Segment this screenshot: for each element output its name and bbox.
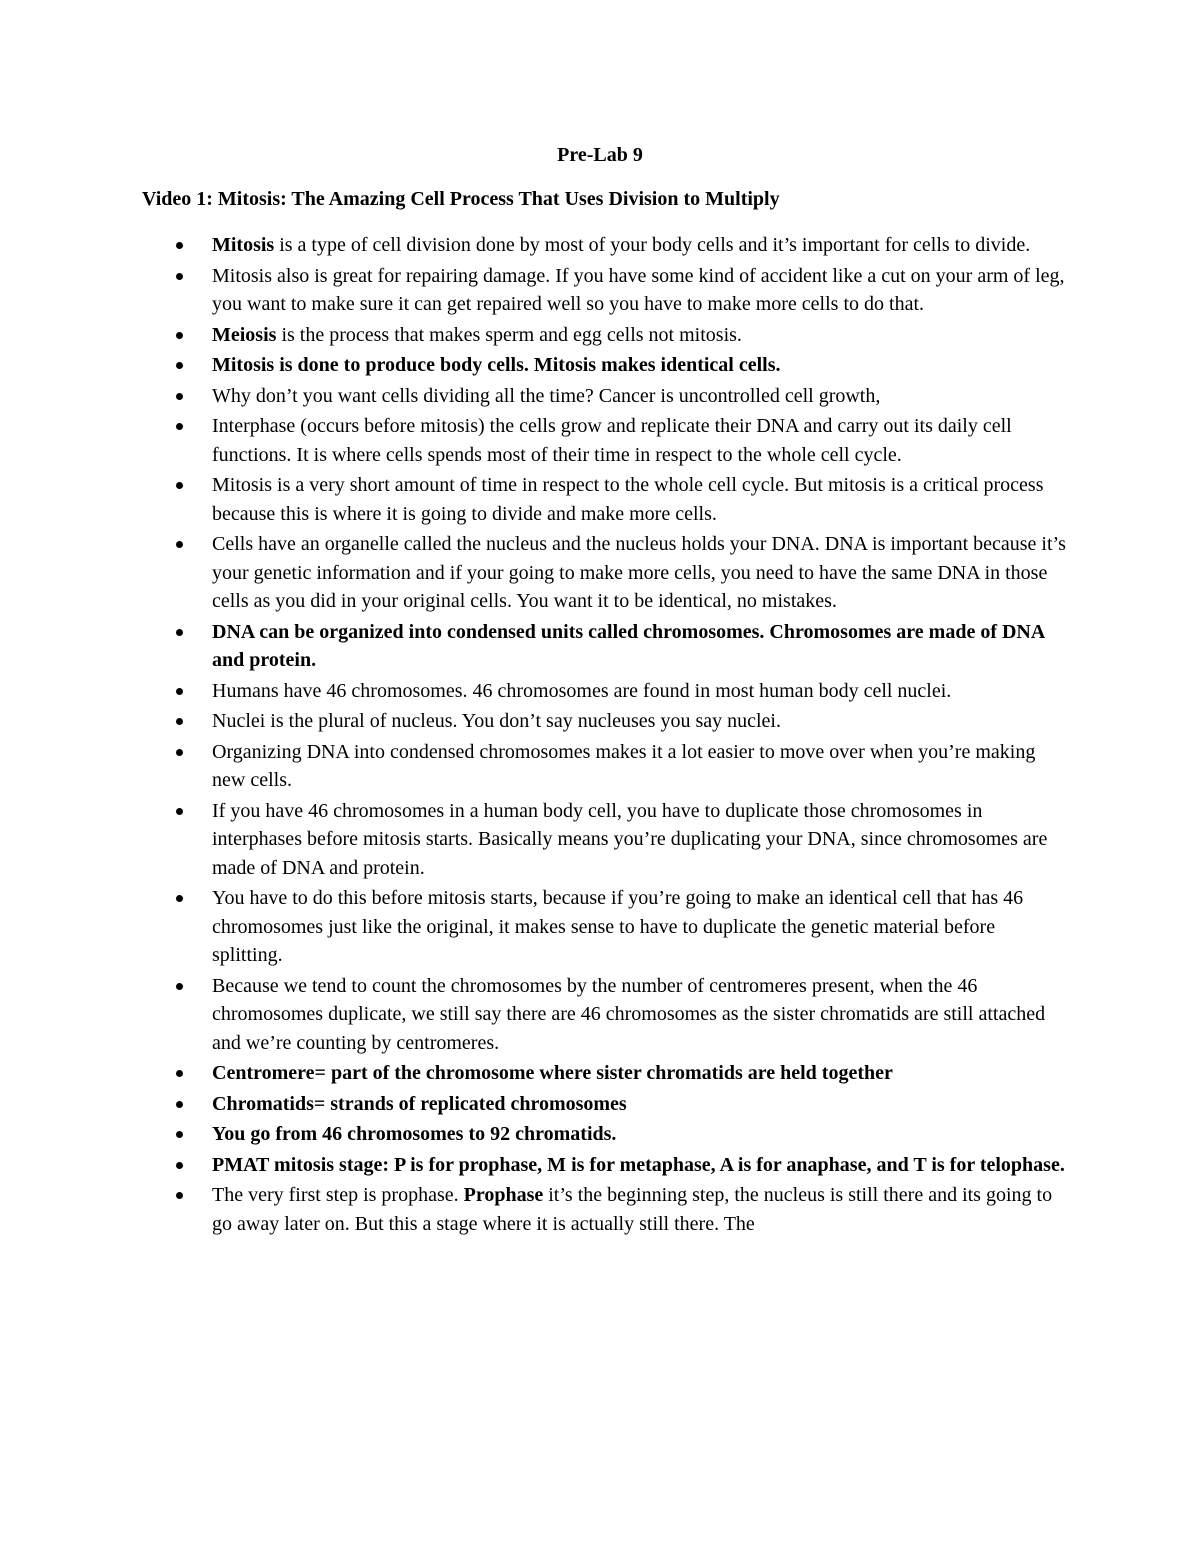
list-item <box>0 321 1067 350</box>
bullet-icon <box>176 273 183 280</box>
bullet-icon <box>176 1192 183 1199</box>
item-text: Mitosis is a very short amount of time in respect to the whole cell cycle. But mitosis is a critical process because this is where it is going to divide and make more cells. <box>212 474 1044 525</box>
bullet-icon <box>176 895 183 902</box>
bullet-icon <box>176 749 183 756</box>
bullet-icon <box>176 332 183 339</box>
item-bold-text: You go from 46 chromosomes to 92 chromatids. <box>212 1123 617 1145</box>
bullet-icon <box>176 688 183 695</box>
item-bold-text: PMAT mitosis stage: P is for prophase, M is for metaphase, A is for anaphase, and T is for telophase. <box>212 1153 1065 1176</box>
item-text: Nuclei is the plural of nucleus. You don’t say nucleuses you say nuclei. <box>212 710 781 732</box>
bullet-icon <box>176 808 183 815</box>
list-item <box>0 738 1067 795</box>
item-lead: Meiosis <box>212 323 277 346</box>
item-text: Why don’t you want cells dividing all the time? Cancer is uncontrolled cell growth, <box>212 384 881 407</box>
list-item <box>0 972 1067 1058</box>
item-text: Mitosis also is great for repairing damage. If you have some kind of accident like a cut on your arm of leg, you want to make sure it can get repaired well so you have to make more cells to do that. <box>212 264 1065 315</box>
page-title: Pre-Lab 9 <box>557 144 643 166</box>
bullet-icon <box>176 1070 183 1077</box>
bullet-icon <box>176 362 183 369</box>
item-lead: Prophase <box>463 1184 544 1206</box>
item-text: Interphase (occurs before mitosis) the cells grow and replicate their DNA and carry out its daily cell functions. It is where cells spends most of their time in respect to the whole cell cycle. <box>212 415 1012 466</box>
item-bold-text: Mitosis is done to produce body cells. Mitosis makes identical cells. <box>212 354 781 376</box>
bullet-icon <box>176 242 183 249</box>
item-text: is a type of cell division done by most of your body cells and it’s important for cells to divide. <box>274 234 1031 256</box>
bullet-icon <box>176 423 183 430</box>
list-item <box>0 707 1067 736</box>
video-heading: Video 1: Mitosis: The Amazing Cell Process That Uses Division to Multiply <box>142 188 780 210</box>
list-item <box>0 231 1067 260</box>
list-item <box>0 884 1067 970</box>
item-lead: Mitosis <box>212 234 275 256</box>
item-text: You have to do this before mitosis starts, because if you’re going to make an identical cell that has 46 chromosomes just like the original, it makes sense to have to duplicate the genetic material before splitting. <box>212 887 1024 966</box>
item-text: Cells have an organelle called the nucleus and the nucleus holds your DNA. DNA is important because it’s your genetic information and if your going to make more cells, you need to have the same DNA in those cells as you did in your original cells. You want it to be identical, no mistakes. <box>212 533 1066 612</box>
notes-list <box>0 231 1200 1240</box>
list-item <box>0 471 1067 528</box>
item-text: Humans have 46 chromosomes. 46 chromosomes are found in most human body cell nuclei. <box>212 679 952 702</box>
item-bold-text: Centromere= part of the chromosome where sister chromatids are held together <box>212 1062 893 1084</box>
list-item <box>0 351 1067 380</box>
item-text: is the process that makes sperm and egg cells not mitosis. <box>276 323 742 346</box>
list-item <box>0 1059 1067 1088</box>
item-text: If you have 46 chromosomes in a human body cell, you have to duplicate those chromosomes in interphases before mitosis starts. Basically means you’re duplicating your DNA, since chromosomes are made of DNA and protein. <box>212 799 1048 879</box>
list-item <box>0 412 1067 469</box>
list-item <box>0 618 1067 675</box>
list-item <box>0 797 1067 883</box>
item-text: Because we tend to count the chromosomes by the number of centromeres present, when the 46 chromosomes duplicate, we still say there are 46 chromosomes as the sister chromatids are still attached and we’re counting by centromeres. <box>212 974 1046 1054</box>
list-item <box>0 1120 1067 1149</box>
item-text: it’s the beginning step, the nucleus is still there and its going to go away later on. But this a stage where it is actually still there. The <box>212 1184 1053 1235</box>
list-item <box>0 677 1067 706</box>
list-item <box>0 1090 1067 1119</box>
bullet-icon <box>176 482 183 489</box>
bullet-icon <box>176 629 183 636</box>
item-bold-text: DNA can be organized into condensed units called chromosomes. Chromosomes are made of DNA and protein. <box>212 620 1045 671</box>
bullet-icon <box>176 393 183 400</box>
item-bold-text: Chromatids= strands of replicated chromosomes <box>212 1092 627 1115</box>
bullet-icon <box>176 1162 183 1169</box>
list-item <box>0 382 1067 411</box>
item-text: Organizing DNA into condensed chromosomes makes it a lot easier to move over when you’re making new cells. <box>212 740 1036 791</box>
bullet-icon <box>176 541 183 548</box>
list-item <box>0 1151 1067 1180</box>
bullet-icon <box>176 1131 183 1138</box>
item-pre-text: The very first step is prophase. <box>212 1184 464 1206</box>
list-item <box>0 262 1067 319</box>
list-item <box>0 1181 1067 1238</box>
bullet-icon <box>176 1101 183 1108</box>
bullet-icon <box>176 983 183 990</box>
bullet-icon <box>176 718 183 725</box>
list-item <box>0 530 1067 616</box>
